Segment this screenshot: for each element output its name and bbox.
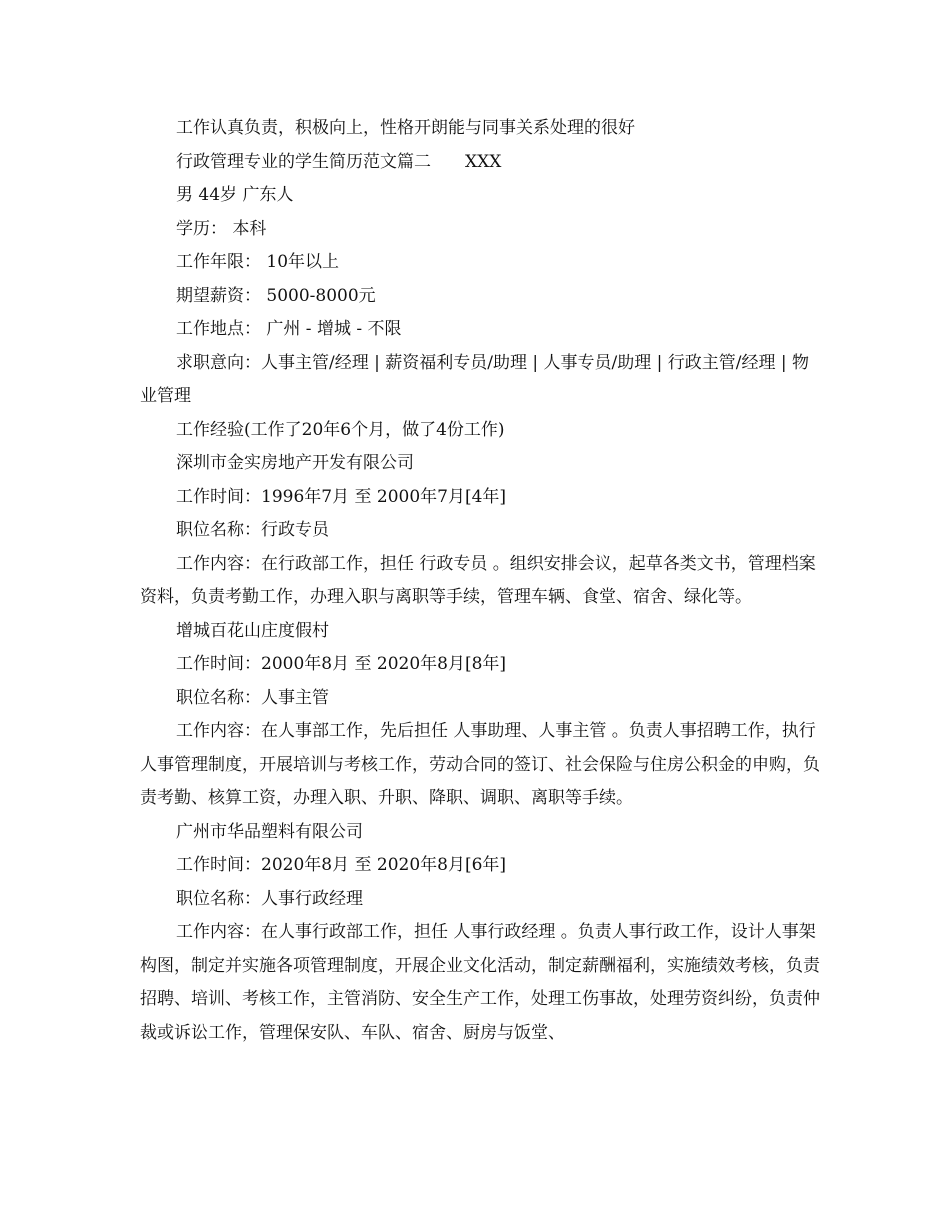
paragraph-company-3-time: 工作时间：2020年8月 至 2020年8月[6年] [176, 855, 507, 875]
paragraph-company-1-content: 工作内容：在行政部工作，担任 行政专员 。组织安排会议，起草各类文书，管理档案资料，负责考勤工作，办理入职与离职等手续，管理车辆、食堂、宿舍、绿化等。 [140, 553, 816, 607]
paragraph-company-2: 增城百花山庄度假村 [176, 620, 329, 641]
paragraph-title: 行政管理专业的学生简历范文篇二 XXX [176, 151, 502, 172]
paragraph-company-3: 广州市华品塑料有限公司 [176, 821, 363, 842]
document-body [140, 112, 820, 1050]
paragraph-work-experience-heading: 工作经验(工作了20年6个月，做了4份工作) [176, 419, 505, 440]
paragraph-job-intention: 求职意向：人事主管/经理 | 薪资福利专员/助理 | 人事专员/助理 | 行政主管/经理 | 物业管理 [140, 352, 810, 406]
paragraph-expected-salary: 期望薪资： 5000-8000元 [176, 285, 376, 306]
paragraph-company-2-content: 工作内容：在人事部工作，先后担任 人事助理、人事主管 。负责人事招聘工作，执行人事管理制度，开展培训与考核工作，劳动合同的签订、社会保险与住房公积金的申购，负责考勤、核算工资，办理入职、升职、降职、调职、离职等手续。 [140, 721, 820, 808]
paragraph-company-2-time: 工作时间：2000年8月 至 2020年8月[8年] [176, 654, 507, 674]
paragraph-company-2-position: 职位名称：人事主管 [176, 687, 329, 708]
paragraph-summary: 工作认真负责，积极向上，性格开朗能与同事关系处理的很好 [176, 118, 635, 138]
paragraph-work-location: 工作地点： 广州 - 增城 - 不限 [176, 319, 402, 339]
paragraph-company-1-position: 职位名称：行政专员 [176, 520, 329, 540]
paragraph-company-1-time: 工作时间：1996年7月 至 2000年7月[4年] [176, 486, 507, 507]
paragraph-company-3-position: 职位名称：人事行政经理 [176, 888, 363, 909]
paragraph-company-1: 深圳市金实房地产开发有限公司 [176, 453, 414, 473]
paragraph-company-3-content: 工作内容：在人事行政部工作，担任 人事行政经理 。负责人事行政工作，设计人事架构图，制定并实施各项管理制度，开展企业文化活动，制定薪酬福利，实施绩效考核，负责招聘、培训、考核工作，主管消防、安全生产工作，处理工伤事故，处理劳资纠纷，负责仲裁或诉讼工作，管理保安队、车队、宿舍、厨房与饭堂、 [140, 922, 820, 1043]
paragraph-work-years: 工作年限： 10年以上 [176, 252, 340, 272]
paragraph-education: 学历： 本科 [176, 218, 267, 239]
paragraph-personal-info: 男 44岁 广东人 [176, 185, 294, 205]
